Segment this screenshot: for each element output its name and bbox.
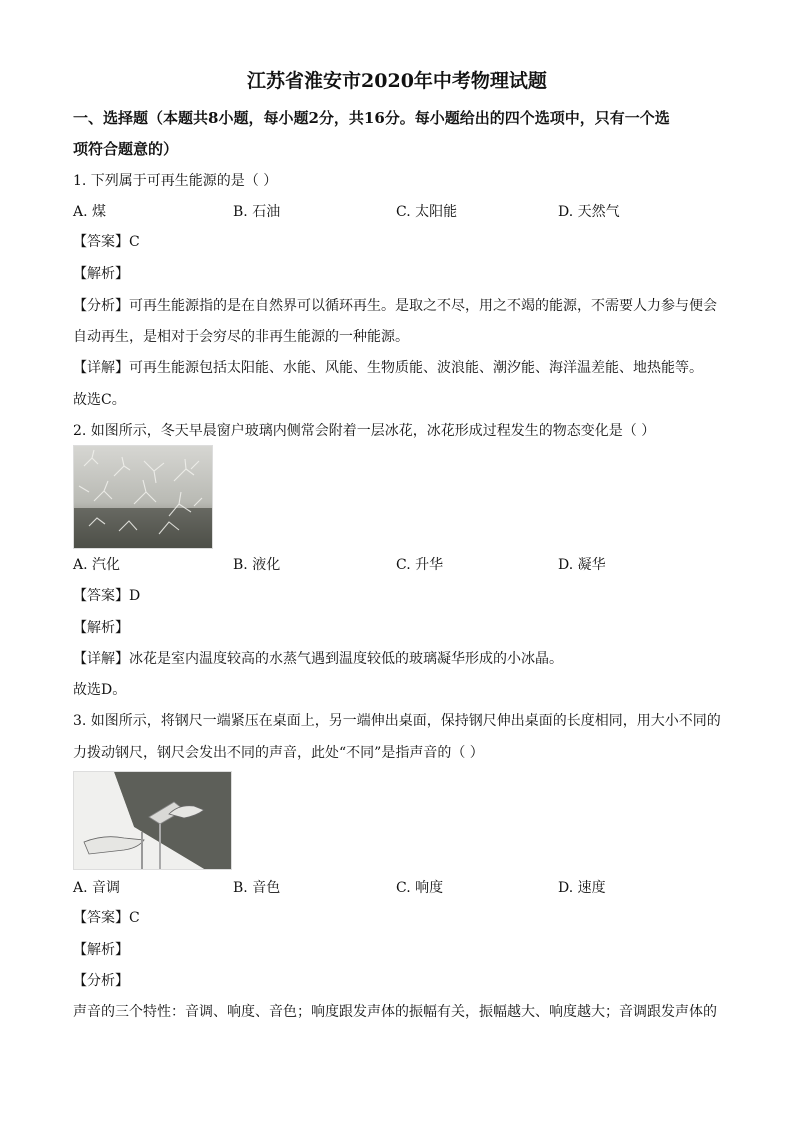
q1-option-d: D. 天然气 xyxy=(558,204,620,220)
ruler-desk-illustration-icon xyxy=(74,772,231,869)
q3-option-a: A. 音调 xyxy=(73,880,121,896)
q1-answer: 【答案】C xyxy=(73,234,140,250)
q3-fenxi: 【分析】 xyxy=(73,973,129,989)
ruler-on-desk-image xyxy=(73,771,232,870)
q1-option-c: C. 太阳能 xyxy=(396,204,458,220)
q2-jiexi: 【解析】 xyxy=(73,620,129,636)
q1-choose: 故选C。 xyxy=(73,392,126,408)
q3-option-c: C. 响度 xyxy=(396,880,444,896)
q3-option-b: B. 音色 xyxy=(233,880,281,896)
q2-detail: 【详解】冰花是室内温度较高的水蒸气遇到温度较低的玻璃凝华形成的小冰晶。 xyxy=(73,651,563,667)
q1-stem: 1. 下列属于可再生能源的是（ ） xyxy=(73,173,278,189)
q3-stem-line2: 力拨动钢尺，钢尺会发出不同的声音，此处“不同”是指声音的（ ） xyxy=(73,745,484,761)
q3-jiexi: 【解析】 xyxy=(73,942,129,958)
frost-window-image xyxy=(73,445,213,549)
q3-stem-line1: 3. 如图所示，将钢尺一端紧压在桌面上，另一端伸出桌面，保持钢尺伸出桌面的长度相同，用大小不同的 xyxy=(73,713,721,729)
page-title: 江苏省淮安市2020年中考物理试题 xyxy=(247,70,547,92)
q1-option-a: A. 煤 xyxy=(73,204,107,220)
q2-choose: 故选D。 xyxy=(73,682,127,698)
q1-detail: 【详解】可再生能源包括太阳能、水能、风能、生物质能、波浪能、潮汐能、海洋温差能、地热能等。 xyxy=(73,360,703,376)
q3-option-d: D. 速度 xyxy=(558,880,606,896)
q1-fenxi-line2: 自动再生，是相对于会穷尽的非再生能源的一种能源。 xyxy=(73,329,409,345)
q3-last-line: 声音的三个特性：音调、响度、音色；响度跟发声体的振幅有关，振幅越大、响度越大；音调跟发声体的 xyxy=(73,1004,717,1020)
section-heading-line2: 项符合题意的） xyxy=(73,140,179,158)
q1-fenxi-line1: 【分析】可再生能源指的是在自然界可以循环再生。是取之不尽，用之不竭的能源，不需要人力参与便会 xyxy=(73,298,717,314)
q1-jiexi: 【解析】 xyxy=(73,266,129,282)
q2-stem: 2. 如图所示，冬天早晨窗户玻璃内侧常会附着一层冰花，冰花形成过程发生的物态变化是（ ） xyxy=(73,423,656,439)
q2-option-a: A. 汽化 xyxy=(73,557,121,573)
q2-answer: 【答案】D xyxy=(73,588,141,604)
q3-answer: 【答案】C xyxy=(73,910,140,926)
frost-pattern-icon xyxy=(74,446,212,548)
q2-option-b: B. 液化 xyxy=(233,557,281,573)
q2-option-c: C. 升华 xyxy=(396,557,444,573)
q2-option-d: D. 凝华 xyxy=(558,557,606,573)
section-heading-line1: 一、选择题（本题共8小题，每小题2分，共16分。每小题给出的四个选项中，只有一个选 xyxy=(73,109,670,127)
q1-option-b: B. 石油 xyxy=(233,204,281,220)
